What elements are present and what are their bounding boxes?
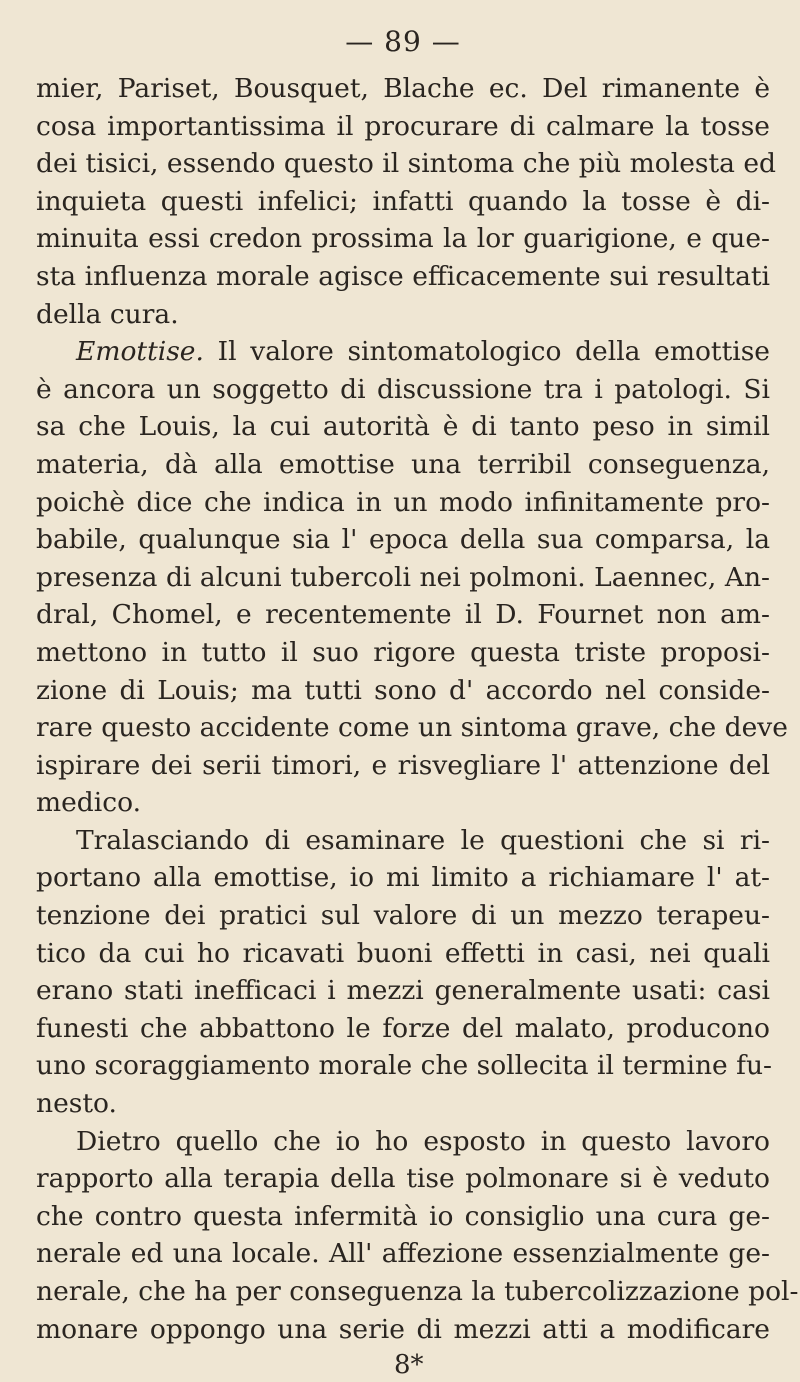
text-line: tico da cui ho ricavati buoni effetti in casi, nei quali <box>36 937 770 969</box>
text-line: presenza di alcuni tubercoli nei polmoni. Laennec, An- <box>36 561 770 593</box>
text-line: sta influenza morale agisce efficacemente sui resultati <box>36 260 770 292</box>
text-line: materia, dà alla emottise una terribil conseguenza, <box>36 448 770 480</box>
text-line: poichè dice che indica in un modo infinitamente pro- <box>36 486 770 518</box>
text-line: erano stati inefficaci i mezzi generalmente usati: casi <box>36 975 770 1007</box>
paragraph-2 <box>36 333 788 822</box>
paragraph-4 <box>36 1123 799 1349</box>
text-line: rare questo accidente come un sintoma grave, che deve <box>36 712 788 744</box>
text-line: nerale ed una locale. All' affezione essenzialmente ge- <box>36 1238 770 1270</box>
paragraph-3 <box>36 822 770 1123</box>
text-line: Dietro quello che io ho esposto in questo lavoro <box>76 1125 770 1157</box>
text-line: portano alla emottise, io mi limito a richiamare l' at- <box>36 862 770 894</box>
paragraph-1 <box>36 70 776 333</box>
text-span: Il valore sintomatologico della emottise <box>217 336 770 368</box>
text-line: inquieta questi infelici; infatti quando la tosse è di- <box>36 185 770 217</box>
text-line: rapporto alla terapia della tise polmonare si è veduto <box>36 1163 770 1195</box>
text-line: della cura. <box>36 298 179 330</box>
signature-mark: 8* <box>394 1350 424 1381</box>
section-heading-emottise: Emottise. <box>76 336 204 368</box>
text-line <box>36 333 770 371</box>
text-line: minuita essi credon prossima la lor guarigione, e que- <box>36 223 770 255</box>
text-line: uno scoraggiamento morale che sollecita il termine fu- <box>36 1050 772 1082</box>
text-line: babile, qualunque sia l' epoca della sua comparsa, la <box>36 524 770 556</box>
text-line: è ancora un soggetto di discussione tra i patologi. Si <box>36 373 770 405</box>
text-line: medico. <box>36 787 142 819</box>
text-line: cosa importantissima il procurare di calmare la tosse <box>36 110 770 142</box>
text-line: tenzione dei pratici sul valore di un mezzo terapeu- <box>36 900 770 932</box>
text-line: nesto. <box>36 1088 117 1120</box>
page-number-header: — 89 — <box>345 25 461 58</box>
text-line: funesti che abbattono le forze del malato, producono <box>36 1012 770 1044</box>
text-line: mettono in tutto il suo rigore questa triste proposi- <box>36 636 770 668</box>
text-line: che contro questa infermità io consiglio una cura ge- <box>36 1200 770 1232</box>
text-line: Tralasciando di esaminare le questioni che si ri- <box>76 824 770 856</box>
text-line: nerale, che ha per conseguenza la tubercolizzazione pol- <box>36 1276 799 1307</box>
text-line: dei tisici, essendo questo il sintoma che più molesta ed <box>36 148 776 180</box>
text-line: monare oppongo una serie di mezzi atti a modificare <box>36 1313 770 1345</box>
text-line: ispirare dei serii timori, e risvegliare l' attenzione del <box>36 749 770 781</box>
text-line: zione di Louis; ma tutti sono d' accordo nel conside- <box>36 674 770 706</box>
text-line: mier, Pariset, Bousquet, Blache ec. Del rimanente è <box>36 73 770 104</box>
text-line: dral, Chomel, e recentemente il D. Fournet non am- <box>36 599 770 631</box>
text-line: sa che Louis, la cui autorità è di tanto peso in simil <box>36 411 770 443</box>
